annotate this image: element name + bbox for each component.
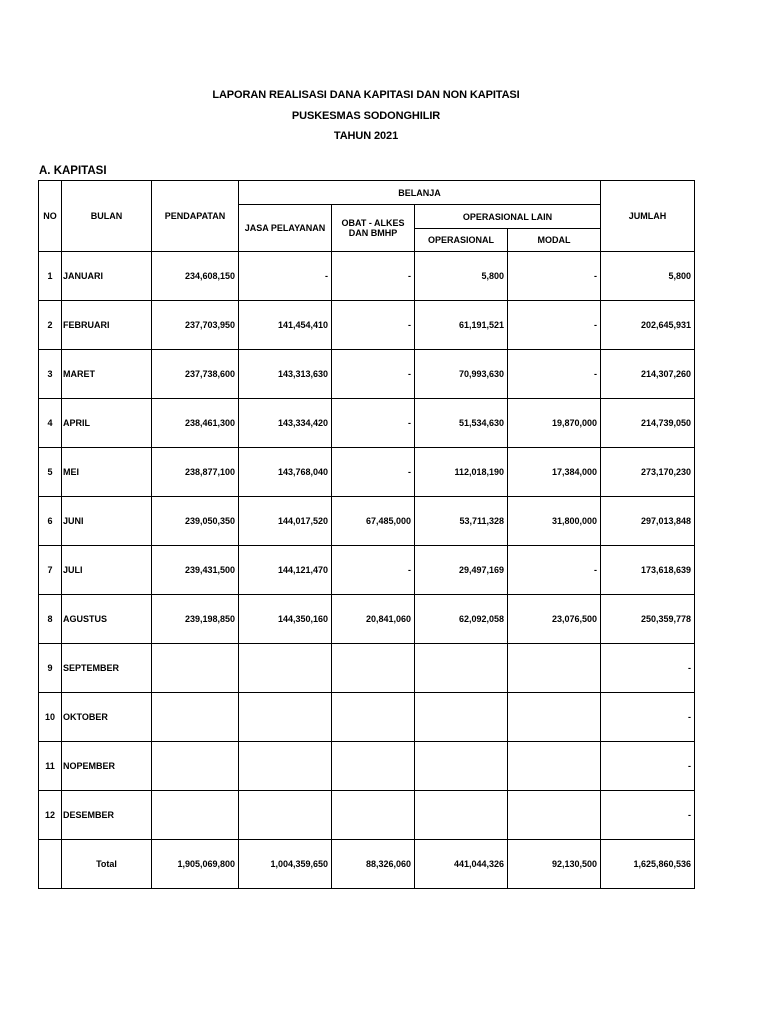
header-no: NO	[39, 181, 62, 252]
total-jumlah: 1,625,860,536	[601, 840, 695, 889]
cell-operasional: 53,711,328	[415, 497, 508, 546]
table-body	[39, 252, 695, 889]
cell-jasa: 144,121,470	[239, 546, 332, 595]
cell-jumlah: 214,739,050	[601, 399, 695, 448]
cell-jumlah: 250,359,778	[601, 595, 695, 644]
header-obat-alkes: OBAT - ALKES DAN BMHP	[332, 205, 415, 252]
cell-pendapatan: 239,198,850	[152, 595, 239, 644]
cell-pendapatan	[152, 742, 239, 791]
report-organization: PUSKESMAS SODONGHILIR	[291, 110, 441, 122]
cell-jumlah: -	[601, 693, 695, 742]
cell-modal: -	[508, 546, 601, 595]
cell-modal: 31,800,000	[508, 497, 601, 546]
table-row	[39, 791, 695, 840]
cell-bulan: FEBRUARI	[62, 301, 152, 350]
cell-operasional	[415, 693, 508, 742]
table-row	[39, 742, 695, 791]
cell-jumlah: 273,170,230	[601, 448, 695, 497]
total-operasional: 441,044,326	[415, 840, 508, 889]
cell-no: 6	[39, 497, 62, 546]
cell-jumlah: -	[601, 742, 695, 791]
cell-no: 4	[39, 399, 62, 448]
cell-obat: 20,841,060	[332, 595, 415, 644]
header-modal: MODAL	[508, 229, 601, 252]
table-row	[39, 448, 695, 497]
cell-operasional	[415, 791, 508, 840]
cell-no: 9	[39, 644, 62, 693]
header-jasa-pelayanan: JASA PELAYANAN	[239, 205, 332, 252]
table-row	[39, 497, 695, 546]
cell-modal: 17,384,000	[508, 448, 601, 497]
cell-obat	[332, 693, 415, 742]
cell-no: 11	[39, 742, 62, 791]
cell-pendapatan	[152, 791, 239, 840]
cell-operasional: 112,018,190	[415, 448, 508, 497]
header-operasional-lain: OPERASIONAL LAIN	[415, 205, 601, 229]
cell-pendapatan: 238,877,100	[152, 448, 239, 497]
cell-jasa	[239, 791, 332, 840]
header-bulan: BULAN	[62, 181, 152, 252]
cell-no: 2	[39, 301, 62, 350]
cell-jumlah: 297,013,848	[601, 497, 695, 546]
cell-operasional	[415, 742, 508, 791]
cell-pendapatan	[152, 693, 239, 742]
cell-obat	[332, 644, 415, 693]
table-row	[39, 546, 695, 595]
cell-operasional: 29,497,169	[415, 546, 508, 595]
cell-no: 8	[39, 595, 62, 644]
cell-jasa	[239, 693, 332, 742]
cell-total-no	[39, 840, 62, 889]
total-modal: 92,130,500	[508, 840, 601, 889]
cell-jasa: 144,017,520	[239, 497, 332, 546]
section-heading: A. KAPITASI	[39, 165, 107, 177]
cell-jasa: 141,454,410	[239, 301, 332, 350]
cell-obat: -	[332, 448, 415, 497]
cell-pendapatan: 237,738,600	[152, 350, 239, 399]
cell-modal	[508, 742, 601, 791]
total-obat: 88,326,060	[332, 840, 415, 889]
cell-bulan: NOPEMBER	[62, 742, 152, 791]
cell-jasa	[239, 742, 332, 791]
cell-operasional: 51,534,630	[415, 399, 508, 448]
cell-obat: 67,485,000	[332, 497, 415, 546]
header-belanja: BELANJA	[239, 181, 601, 205]
total-label: Total	[62, 840, 152, 889]
cell-obat: -	[332, 350, 415, 399]
cell-modal: 19,870,000	[508, 399, 601, 448]
cell-bulan: APRIL	[62, 399, 152, 448]
table-row	[39, 595, 695, 644]
cell-operasional: 61,191,521	[415, 301, 508, 350]
kapitasi-table	[38, 180, 695, 889]
cell-no: 12	[39, 791, 62, 840]
cell-modal	[508, 791, 601, 840]
table-row	[39, 301, 695, 350]
cell-no: 7	[39, 546, 62, 595]
cell-operasional: 70,993,630	[415, 350, 508, 399]
cell-bulan: JANUARI	[62, 252, 152, 301]
cell-modal: -	[508, 301, 601, 350]
cell-pendapatan: 238,461,300	[152, 399, 239, 448]
cell-obat: -	[332, 301, 415, 350]
cell-bulan: MEI	[62, 448, 152, 497]
cell-bulan: DESEMBER	[62, 791, 152, 840]
total-pendapatan: 1,905,069,800	[152, 840, 239, 889]
header-pendapatan: PENDAPATAN	[152, 181, 239, 252]
cell-bulan: MARET	[62, 350, 152, 399]
cell-jumlah: 5,800	[601, 252, 695, 301]
cell-jasa: 143,768,040	[239, 448, 332, 497]
cell-jasa	[239, 644, 332, 693]
cell-no: 1	[39, 252, 62, 301]
cell-pendapatan: 239,050,350	[152, 497, 239, 546]
cell-pendapatan: 237,703,950	[152, 301, 239, 350]
cell-operasional: 62,092,058	[415, 595, 508, 644]
report-title: LAPORAN REALISASI DANA KAPITASI DAN NON KAPITASI	[212, 89, 520, 101]
table-row	[39, 693, 695, 742]
header-operasional: OPERASIONAL	[415, 229, 508, 252]
table-row	[39, 644, 695, 693]
cell-pendapatan: 239,431,500	[152, 546, 239, 595]
cell-bulan: JUNI	[62, 497, 152, 546]
cell-jasa: 143,313,630	[239, 350, 332, 399]
cell-jumlah: -	[601, 791, 695, 840]
cell-operasional	[415, 644, 508, 693]
cell-no: 10	[39, 693, 62, 742]
cell-obat: -	[332, 546, 415, 595]
cell-modal: -	[508, 252, 601, 301]
cell-jumlah: -	[601, 644, 695, 693]
cell-obat	[332, 791, 415, 840]
cell-no: 3	[39, 350, 62, 399]
cell-bulan: JULI	[62, 546, 152, 595]
cell-pendapatan: 234,608,150	[152, 252, 239, 301]
cell-modal: -	[508, 350, 601, 399]
report-year: TAHUN 2021	[333, 130, 399, 142]
cell-modal	[508, 693, 601, 742]
cell-obat	[332, 742, 415, 791]
table-row	[39, 399, 695, 448]
cell-modal: 23,076,500	[508, 595, 601, 644]
cell-pendapatan	[152, 644, 239, 693]
cell-jasa: -	[239, 252, 332, 301]
cell-jasa: 143,334,420	[239, 399, 332, 448]
header-jumlah: JUMLAH	[601, 181, 695, 252]
cell-jumlah: 202,645,931	[601, 301, 695, 350]
cell-obat: -	[332, 399, 415, 448]
total-row	[39, 840, 695, 889]
table-row	[39, 252, 695, 301]
table-row	[39, 350, 695, 399]
cell-bulan: SEPTEMBER	[62, 644, 152, 693]
cell-no: 5	[39, 448, 62, 497]
cell-bulan: AGUSTUS	[62, 595, 152, 644]
cell-jumlah: 214,307,260	[601, 350, 695, 399]
cell-obat: -	[332, 252, 415, 301]
cell-jasa: 144,350,160	[239, 595, 332, 644]
cell-modal	[508, 644, 601, 693]
cell-jumlah: 173,618,639	[601, 546, 695, 595]
cell-bulan: OKTOBER	[62, 693, 152, 742]
cell-operasional: 5,800	[415, 252, 508, 301]
total-jasa: 1,004,359,650	[239, 840, 332, 889]
